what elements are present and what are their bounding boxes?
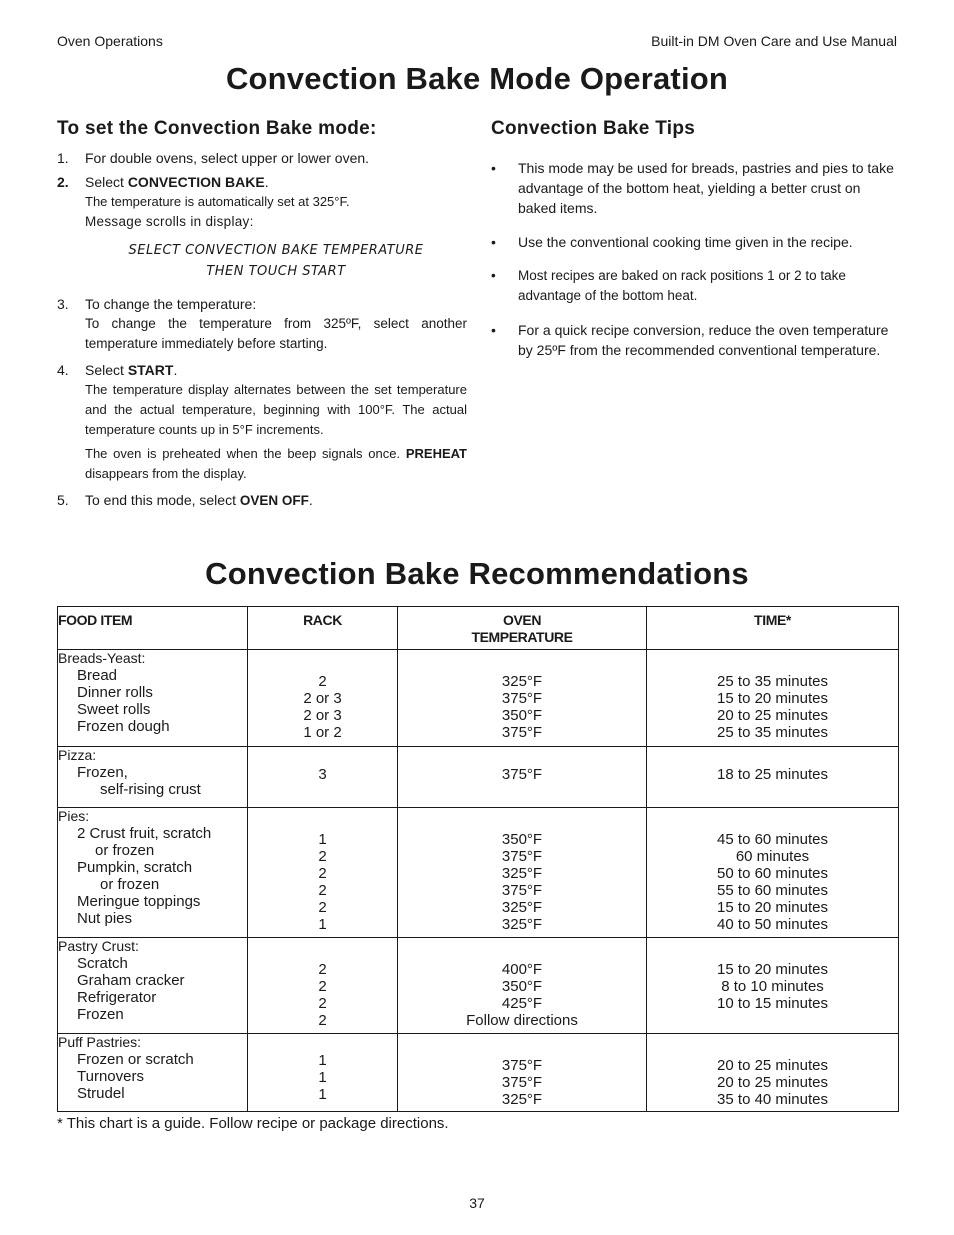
temp-cell [398, 808, 647, 938]
time-value: 55 to 60 minutes [717, 882, 828, 899]
page-title-recommendations: Convection Bake Recommendations [205, 556, 749, 591]
bullet-icon: • [491, 234, 496, 250]
time-cell [647, 808, 899, 938]
header-oven-line-2: TEMPERATURE [471, 629, 573, 645]
temp-value: 350°F [501, 831, 543, 848]
step-2-number: 2. [57, 174, 69, 190]
rack-value: 2 [318, 1012, 327, 1029]
step-3 [57, 294, 467, 354]
header-oven-temperature [398, 607, 647, 650]
tip-text: This mode may be used for breads, pastries and pies to take advantage of the bottom heat, yielding a better crust on baked items. [518, 160, 894, 216]
rack-value: 1 [318, 1086, 327, 1103]
temp-value: 375°F [501, 848, 543, 865]
temp-value: 375°F [501, 1057, 543, 1074]
food-item: Frozen or scratch [77, 1051, 194, 1068]
step-4-sub-2-prefix: The oven is preheated when the beep signals once. [85, 446, 406, 461]
food-item: Strudel [77, 1085, 125, 1102]
time-value: 45 to 60 minutes [717, 831, 828, 848]
food-item: Frozen, [77, 764, 128, 781]
step-2-sub-2: Message scrolls in display: [85, 214, 254, 229]
food-cell [58, 650, 248, 747]
step-5 [57, 490, 467, 511]
tips-section [491, 118, 898, 374]
rack-value: 2 [318, 848, 327, 865]
food-item: Frozen [77, 1006, 124, 1023]
food-item: Graham cracker [77, 972, 185, 989]
temp-value: 325°F [501, 899, 543, 916]
time-value: 15 to 20 minutes [717, 899, 828, 916]
step-4 [57, 360, 467, 484]
food-item: Meringue toppings [77, 893, 201, 910]
food-item: Turnovers [77, 1068, 144, 1085]
rack-cell [248, 938, 398, 1034]
display-message-line-2: THEN TOUCH START [206, 264, 346, 279]
page-number: 37 [469, 1195, 485, 1211]
step-2-suffix: . [264, 174, 269, 190]
food-item: Dinner rolls [77, 684, 153, 701]
rack-value: 2 [318, 978, 327, 995]
rack-value: 2 [318, 673, 327, 690]
tip-item [491, 266, 898, 306]
food-cell [58, 808, 248, 938]
temp-value: 425°F [501, 995, 543, 1012]
temp-value: 375°F [501, 766, 543, 783]
food-category: Pastry Crust: [58, 938, 139, 954]
time-value: 40 to 50 minutes [717, 916, 828, 933]
header-rack: RACK [248, 607, 398, 650]
food-cell [58, 747, 248, 808]
food-item: Scratch [77, 955, 128, 972]
temp-value: 375°F [501, 882, 543, 899]
tip-item [491, 158, 898, 218]
step-2-bold: CONVECTION BAKE [127, 174, 265, 190]
step-5-number: 5. [57, 492, 69, 508]
rack-cell [248, 808, 398, 938]
time-value: 60 minutes [735, 848, 810, 865]
time-value: 25 to 35 minutes [717, 673, 828, 690]
header-section-label: Oven Operations [57, 33, 163, 49]
temp-value: 325°F [501, 916, 543, 933]
time-value: 50 to 60 minutes [717, 865, 828, 882]
temp-value: 400°F [501, 961, 543, 978]
tips-heading: Convection Bake Tips [491, 118, 696, 139]
rack-value: 1 [318, 916, 327, 933]
time-cell [647, 650, 899, 747]
time-value: 18 to 25 minutes [717, 766, 828, 783]
time-value: 20 to 25 minutes [717, 1057, 828, 1074]
time-value: 15 to 20 minutes [717, 961, 828, 978]
temp-value: 325°F [501, 1091, 543, 1108]
time-value: 15 to 20 minutes [717, 690, 828, 707]
time-value: 20 to 25 minutes [717, 1074, 828, 1091]
step-2-prefix: Select [85, 174, 128, 190]
step-5-bold: OVEN OFF [239, 493, 309, 508]
set-mode-section [57, 118, 467, 511]
food-category: Puff Pastries: [58, 1034, 142, 1050]
rack-value: 2 [318, 865, 327, 882]
display-message [57, 240, 467, 282]
food-item: Frozen dough [77, 718, 170, 735]
step-4-suffix: . [173, 362, 178, 378]
step-1-number: 1. [57, 150, 69, 166]
food-item: or frozen [100, 876, 160, 893]
tip-text: For a quick recipe conversion, reduce the oven temperature by 25ºF from the recommended conventional temperature. [518, 322, 889, 358]
step-3-number: 3. [57, 296, 69, 312]
food-cell [58, 938, 248, 1034]
step-4-sub-2 [85, 444, 467, 484]
table-row [58, 650, 899, 747]
food-item: Sweet rolls [77, 701, 151, 718]
step-1-text: For double ovens, select upper or lower oven. [85, 150, 370, 166]
rack-value: 2 [318, 882, 327, 899]
rack-value: 3 [318, 766, 327, 783]
temp-value: 375°F [501, 1074, 543, 1091]
time-cell [647, 747, 899, 808]
tip-text: Use the conventional cooking time given in the recipe. [518, 234, 853, 250]
rack-value: 1 or 2 [303, 724, 342, 741]
bullet-icon: • [491, 322, 496, 338]
food-category: Pies: [58, 808, 90, 824]
time-value: 8 to 10 minutes [721, 978, 824, 995]
rack-value: 2 [318, 995, 327, 1012]
table-row [58, 808, 899, 938]
temp-cell [398, 747, 647, 808]
step-2 [57, 172, 467, 232]
food-item: self-rising crust [100, 781, 201, 798]
display-message-line-1: SELECT CONVECTION BAKE TEMPERATURE [128, 243, 424, 258]
rack-value: 1 [318, 1069, 327, 1086]
temp-cell [398, 1034, 647, 1112]
step-3-sub: To change the temperature from 325ºF, select another temperature immediately before starting. [85, 316, 467, 351]
time-value: 20 to 25 minutes [717, 707, 828, 724]
header-manual-title: Built-in DM Oven Care and Use Manual [651, 33, 897, 49]
rack-cell [248, 1034, 398, 1112]
food-item: Refrigerator [77, 989, 157, 1006]
tip-item [491, 320, 898, 360]
time-cell [647, 938, 899, 1034]
step-2-sub-1: The temperature is automatically set at 325°F. [85, 194, 350, 209]
rack-value: 1 [318, 831, 327, 848]
rack-value: 1 [318, 1052, 327, 1069]
time-value: 10 to 15 minutes [717, 995, 828, 1012]
time-cell [647, 1034, 899, 1112]
food-item: Pumpkin, scratch [77, 859, 193, 876]
recommendations-table [57, 606, 899, 1112]
rack-cell [248, 747, 398, 808]
temp-value: 350°F [501, 707, 543, 724]
time-value: 25 to 35 minutes [717, 724, 828, 741]
step-5-prefix: To end this mode, select [85, 492, 240, 508]
rack-value: 2 [318, 961, 327, 978]
step-3-text: To change the temperature: [85, 296, 257, 312]
food-category: Breads-Yeast: [58, 650, 146, 666]
header-food-item: FOOD ITEM [58, 607, 248, 650]
rack-value: 2 [318, 899, 327, 916]
food-item: Bread [77, 667, 118, 684]
set-mode-heading: To set the Convection Bake mode: [57, 118, 377, 139]
food-category: Pizza: [58, 747, 97, 763]
step-4-sub-2-bold: PREHEAT [405, 446, 467, 461]
temp-value: 375°F [501, 724, 543, 741]
temp-value: 375°F [501, 690, 543, 707]
step-4-bold: START [127, 362, 174, 378]
tip-text: Most recipes are baked on rack positions 1 or 2 to take advantage of the bottom heat. [518, 268, 846, 303]
table-row [58, 1034, 899, 1112]
food-cell [58, 1034, 248, 1112]
table-row [58, 747, 899, 808]
temp-cell [398, 938, 647, 1034]
temp-value: 350°F [501, 978, 543, 995]
table-row [58, 938, 899, 1034]
temp-value: 325°F [501, 673, 543, 690]
bullet-icon: • [491, 268, 496, 283]
rack-value: 2 or 3 [303, 707, 342, 724]
food-item: 2 Crust fruit, scratch [77, 825, 212, 842]
food-item: or frozen [95, 842, 155, 859]
tip-item [491, 232, 898, 252]
header-time: TIME* [647, 607, 899, 650]
temp-cell [398, 650, 647, 747]
time-value: 35 to 40 minutes [717, 1091, 828, 1108]
table-header-row [58, 607, 899, 650]
rack-cell [248, 650, 398, 747]
step-4-prefix: Select [85, 362, 128, 378]
step-4-sub-1: The temperature display alternates between the set temperature and the actual temperature, beginning with 100°F. The actual temperature counts up in 5°F increments. [85, 382, 467, 437]
rack-value: 2 or 3 [303, 690, 342, 707]
temp-value: 325°F [501, 865, 543, 882]
step-4-sub-2-suffix: disappears from the display. [85, 466, 247, 481]
page-title-operation: Convection Bake Mode Operation [225, 61, 729, 96]
header-oven-line-1: OVEN [502, 612, 542, 628]
food-item: Nut pies [77, 910, 133, 927]
bullet-icon: • [491, 160, 496, 176]
step-5-suffix: . [308, 492, 313, 508]
step-4-number: 4. [57, 362, 69, 378]
table-footnote: * This chart is a guide. Follow recipe or package directions. [57, 1115, 449, 1132]
step-1 [57, 148, 467, 168]
temp-value: Follow directions [466, 1012, 578, 1029]
